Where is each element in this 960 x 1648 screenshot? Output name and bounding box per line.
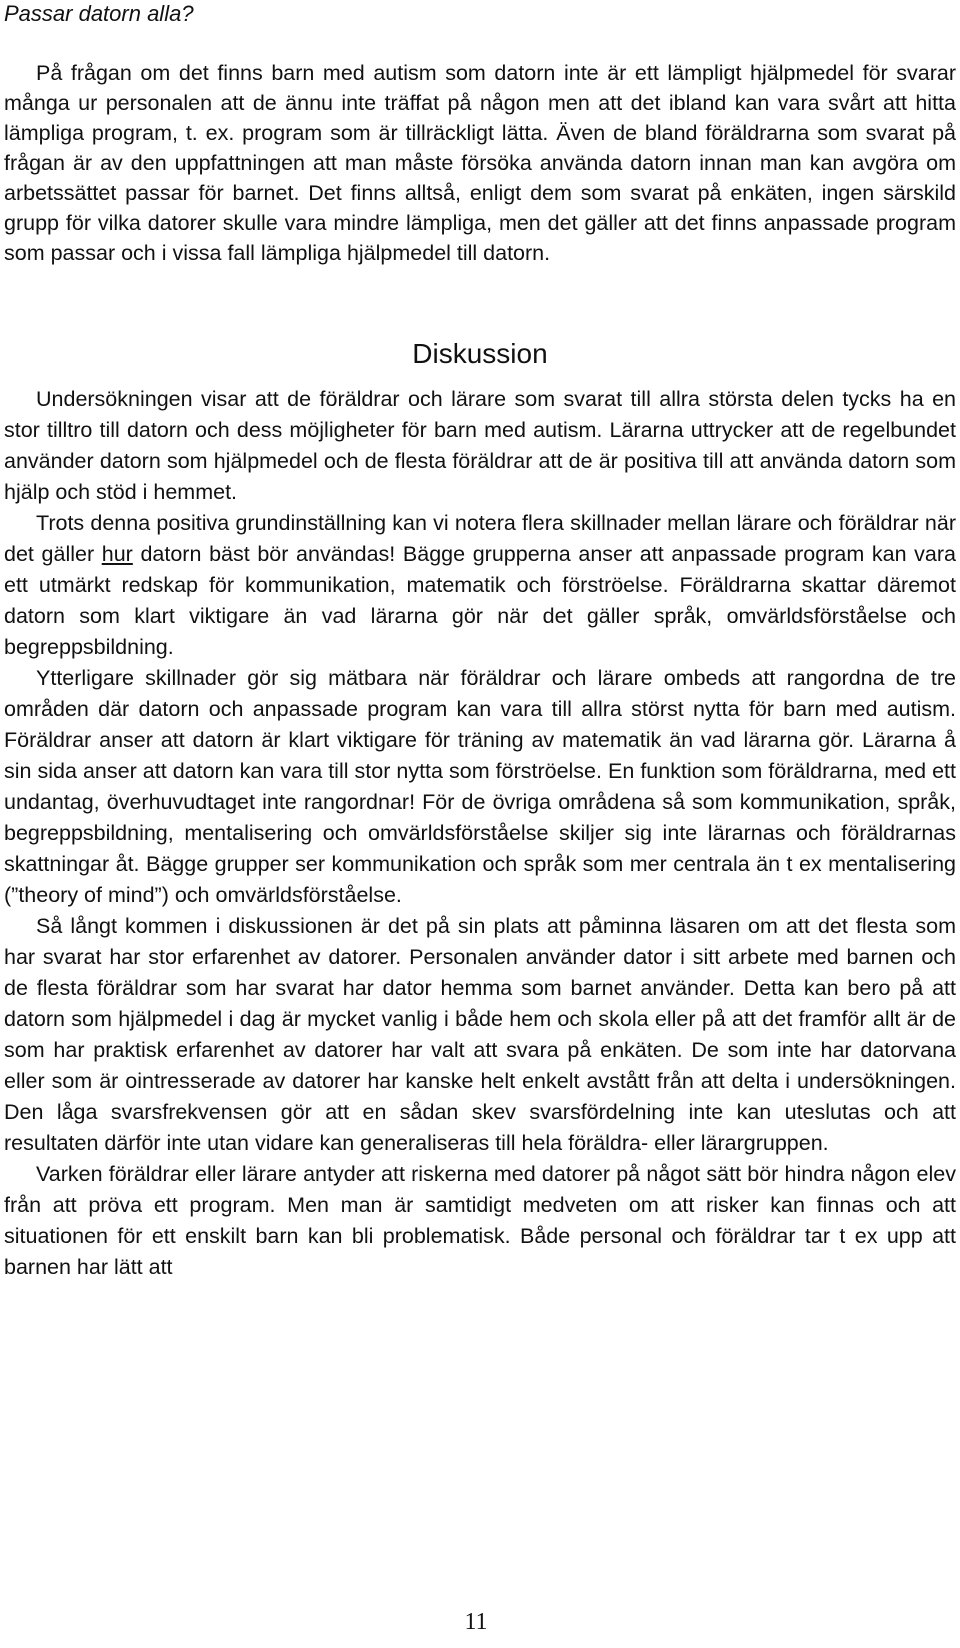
discussion-paragraph-2-part-2: datorn bäst bör användas! Bägge grupperna anser att anpassade program kan vara ett utmärkt redskap för kommunikation, matematik och förströelse. Föräldrarna skattar däremot datorn som klart viktigare än vad lärarna gör när det gäller språk, omvärldsförståelse och begreppsbildning. [4, 542, 956, 659]
discussion-paragraph-4: Så långt kommen i diskussionen är det på sin plats att påminna läsaren om att det flesta som har svarat har stor erfarenhet av datorer. Personalen använder dator i sitt arbete med barnen och de flesta föräldrar som har svarat har dator hemma som barnet använder. Detta kan bero på att datorn som hjälpmedel i dag är mycket vanlig i både hem och skola eller på att det framför allt är de som har praktisk erfarenhet av datorer har valt att svara på enkäten. De som inte har datorvana eller som är ointresserade av datorer har kanske helt enkelt avstått från att delta i undersökningen. Den låga svarsfrekvensen gör att en sådan skev svarsfördelning inte kan uteslutas och att resultaten därför inte utan vidare kan generaliseras till hela föräldra- eller lärargruppen. [4, 914, 956, 1155]
underlined-word-hur: hur [101, 542, 133, 566]
discussion-paragraph-5: Varken föräldrar eller lärare antyder att riskerna med datorer på något sätt bör hindra någon elev från att pröva ett program. Men man är samtidigt medveten om att risker kan finnas och att situationen för ett enskilt barn kan bli problematisk. Både personal och föräldrar tar t ex upp att barnen har lätt att [4, 1162, 956, 1279]
intro-paragraph: På frågan om det finns barn med autism som datorn inte är ett lämpligt hjälpmedel för svarar många ur personalen att de ännu inte träffat på någon men att det ibland kan vara svårt att hitta lämpliga program, t. ex. program som är tillräckligt lätta. Även de bland föräldrarna som svarat på frågan är av den uppfattningen att man måste försöka använda datorn innan man kan avgöra om arbetssättet passar för barnet. Det finns alltså, enligt dem som svarat på enkäten, ingen särskild grupp för vilka datorer skulle vara mindre lämpliga, men det gäller att det finns anpassade program som passar och i vissa fall lämpliga hjälpmedel till datorn. [4, 61, 956, 265]
document-page [4, 0, 956, 1283]
page-number: 11 [464, 1609, 488, 1635]
discussion-paragraph-2 [4, 508, 956, 663]
discussion-paragraph-3: Ytterligare skillnader gör sig mätbara när föräldrar och lärare ombeds att rangordna de tre områden där datorn och anpassade program kan vara till allra störst nytta för barn med autism. Föräldrar anser att datorn är klart viktigare för träning av matematik än vad lärarna gör. Lärarna å sin sida anser att datorn kan vara till stor nytta som förströelse. En funktion som föräldrarna, med ett undantag, överhuvudtaget inte rangordnar! För de övriga områdena så som kommunikation, språk, begreppsbildning, mentalisering och omvärldsförståelse skiljer sig inte lärarnas och föräldrarnas skattningar åt. Bägge grupper ser kommunikation och språk som mer centrala än t ex mentalisering (”theory of mind”) och omvärldsförståelse. [4, 666, 956, 907]
discussion-paragraph-2-part-1: Trots denna positiva grundinställning kan vi notera flera skillnader mellan lärare och föräldrar när det gäller [4, 511, 956, 566]
section-heading-passar-datorn-alla: Passar datorn alla? [4, 1, 194, 26]
discussion-paragraph-1: Undersökningen visar att de föräldrar och lärare som svarat till allra största delen tycks ha en stor tilltro till datorn och dess möjligheter för barn med autism. Lärarna uttrycker att de regelbundet använder datorn som hjälpmedel och de flesta föräldrar att de är positiva till att använda datorn som hjälp och stöd i hemmet. [4, 387, 956, 504]
discussion-heading: Diskussion [412, 338, 548, 369]
